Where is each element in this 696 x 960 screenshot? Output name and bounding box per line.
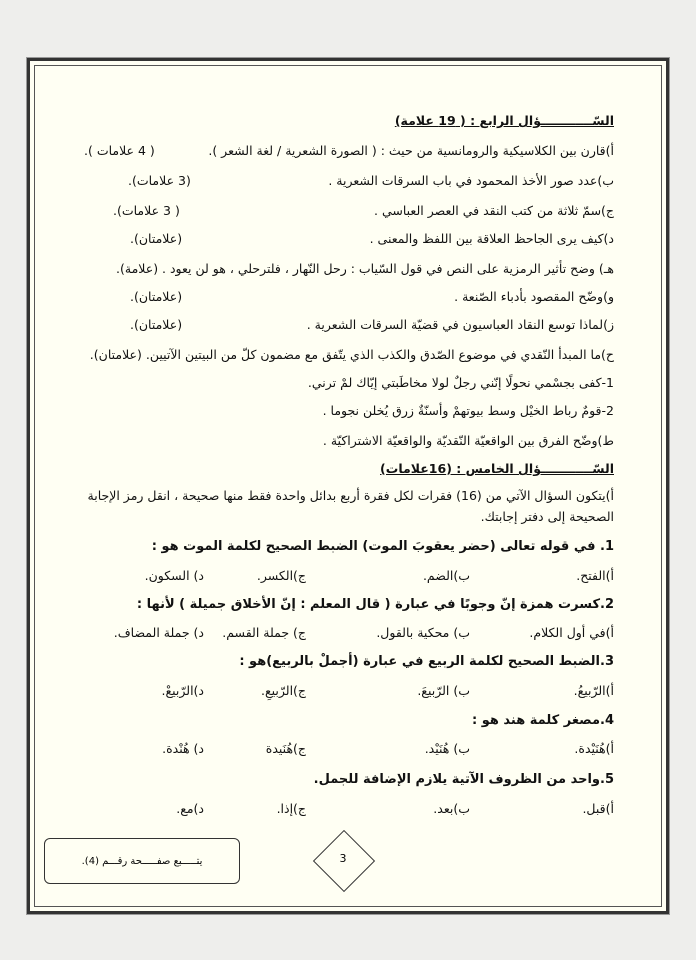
q5-intro-line1: أ)يتكون السؤال الآتي من (16) فقرات لكل فقرة أربع بدائل واحدة فقط منها صحيحة ، انقل رمز الإجابة [87,488,614,503]
q4-item-f: و)وضّح المقصود بأدباء الصّنعة . [454,289,614,304]
mcq-4-question: 4.مصغر كلمة هند هو : [471,713,614,728]
q4-item-c-marks: ( 3 علامات). [113,203,180,218]
mcq-4-option-c: ج)هُنَيدة [265,741,306,756]
q4-verse-2: 2-قومٌ رباط الخيْل وسط بيوتهمْ وأسنّةٌ زرق يُخلن نجوما . [322,403,614,418]
mcq-2-option-d: د) جملة المضاف. [113,625,204,640]
q4-item-z: ز)لماذا توسع النقاد العباسيون في قضيّة السرقات الشعرية . [306,317,614,332]
page-number: 3 [339,852,347,865]
mcq-1-option-a: أ)الفتح. [576,568,614,583]
mcq-3-option-b: ب) الرّبيعَ. [417,683,470,698]
q5-intro-line2: الصحيحة إلى دفتر إجابتك. [480,509,614,524]
continue-text: يتـــــبع صفـــــحة رقـــم (4). [81,855,203,867]
q4-item-c: ج)سمّ ثلاثة من كتب النقد في العصر العباسي . [374,203,614,218]
mcq-3-option-c: ج)الرّبيعِ. [260,683,306,698]
mcq-5-option-b: ب)بعد. [433,801,470,816]
mcq-5-option-c: ج)إذا. [276,801,306,816]
question-5-heading: السّــــــــــــؤال الخامس : (16علامات) [380,461,614,476]
continue-note [44,838,240,884]
q4-item-t: ط)وضّح الفرق بين الواقعيّة النّقديّة والواقعيّة الاشتراكيّة . [322,433,614,448]
mcq-1-option-d: د) السكون. [144,568,204,583]
mcq-1-question: 1. في قوله تعالى (حضر يعقوبَ الموت) الضبط الصحيح لكلمة الموت هو : [151,539,614,554]
mcq-2-option-a: أ)في أول الكلام. [529,625,614,640]
mcq-2-option-b: ب) محكية بالقول. [376,625,470,640]
q4-item-b: ب)عدد صور الأخذ المحمود في باب السرقات الشعرية . [328,173,614,188]
q4-item-h: ح)ما المبدأ النّقدي في موضوع الصّدق والكذب الذي يتّفق مع مضمون كلّ من البيتين الآتيين. (علامتان). [89,347,614,362]
mcq-1-option-b: ب)الضم. [422,568,470,583]
mcq-4-option-a: أ)هُنَيْدة. [574,741,614,756]
mcq-3-option-a: أ)الرّبيعُ. [573,683,614,698]
q4-item-b-marks: (3 علامات). [128,173,191,188]
q4-item-e: هـ) وضح تأثير الرمزية على النص في قول السّياب : رحل النّهار ، فلترحلي ، هو لن يعود . (علامة). [116,261,614,276]
mcq-3-option-d: د)الرّبيعْ. [161,683,204,698]
mcq-2-option-c: ج) جملة القسم. [222,625,306,640]
q4-item-f-marks: (علامتان). [130,289,183,304]
mcq-4-option-d: د) هُنْدة. [162,741,204,756]
q4-item-d-marks: (علامتان). [130,231,183,246]
mcq-5-question: 5.واحد من الظروف الآتية يلازم الإضافة للجمل. [313,772,614,787]
q4-verse-1: 1-كفى بجسْمي نحولًا إنّني رجلٌ لولا مخاطَبتي إيّاك لمْ ترني. [307,375,614,390]
mcq-1-option-c: ج)الكسر. [256,568,306,583]
q4-item-z-marks: (علامتان). [130,317,183,332]
question-4-heading: السّــــــــــــؤال الرابع : ( 19 علامة) [394,113,614,128]
q4-item-a: أ)قارن بين الكلاسيكية والرومانسية من حيث : ( الصورة الشعرية / لغة الشعر ). [208,143,614,158]
mcq-5-option-a: أ)قبل. [582,801,614,816]
mcq-4-option-b: ب) هُنَيْد. [424,741,470,756]
mcq-2-question: 2.كسرت همزة إنّ وجوبًا في عبارة ( قال المعلم : إنّ الأخلاق جميلة ) لأنها : [136,597,614,612]
mcq-5-option-d: د)مع. [176,801,204,816]
q4-item-a-marks: ( 4 علامات ). [84,143,155,158]
q4-item-d: د)كيف يرى الجاحظ العلاقة بين اللفظ والمعنى . [369,231,614,246]
mcq-3-question: 3.الضبط الصحيح لكلمة الربيع في عبارة (أجملْ بالربيع)هو : [239,654,614,669]
